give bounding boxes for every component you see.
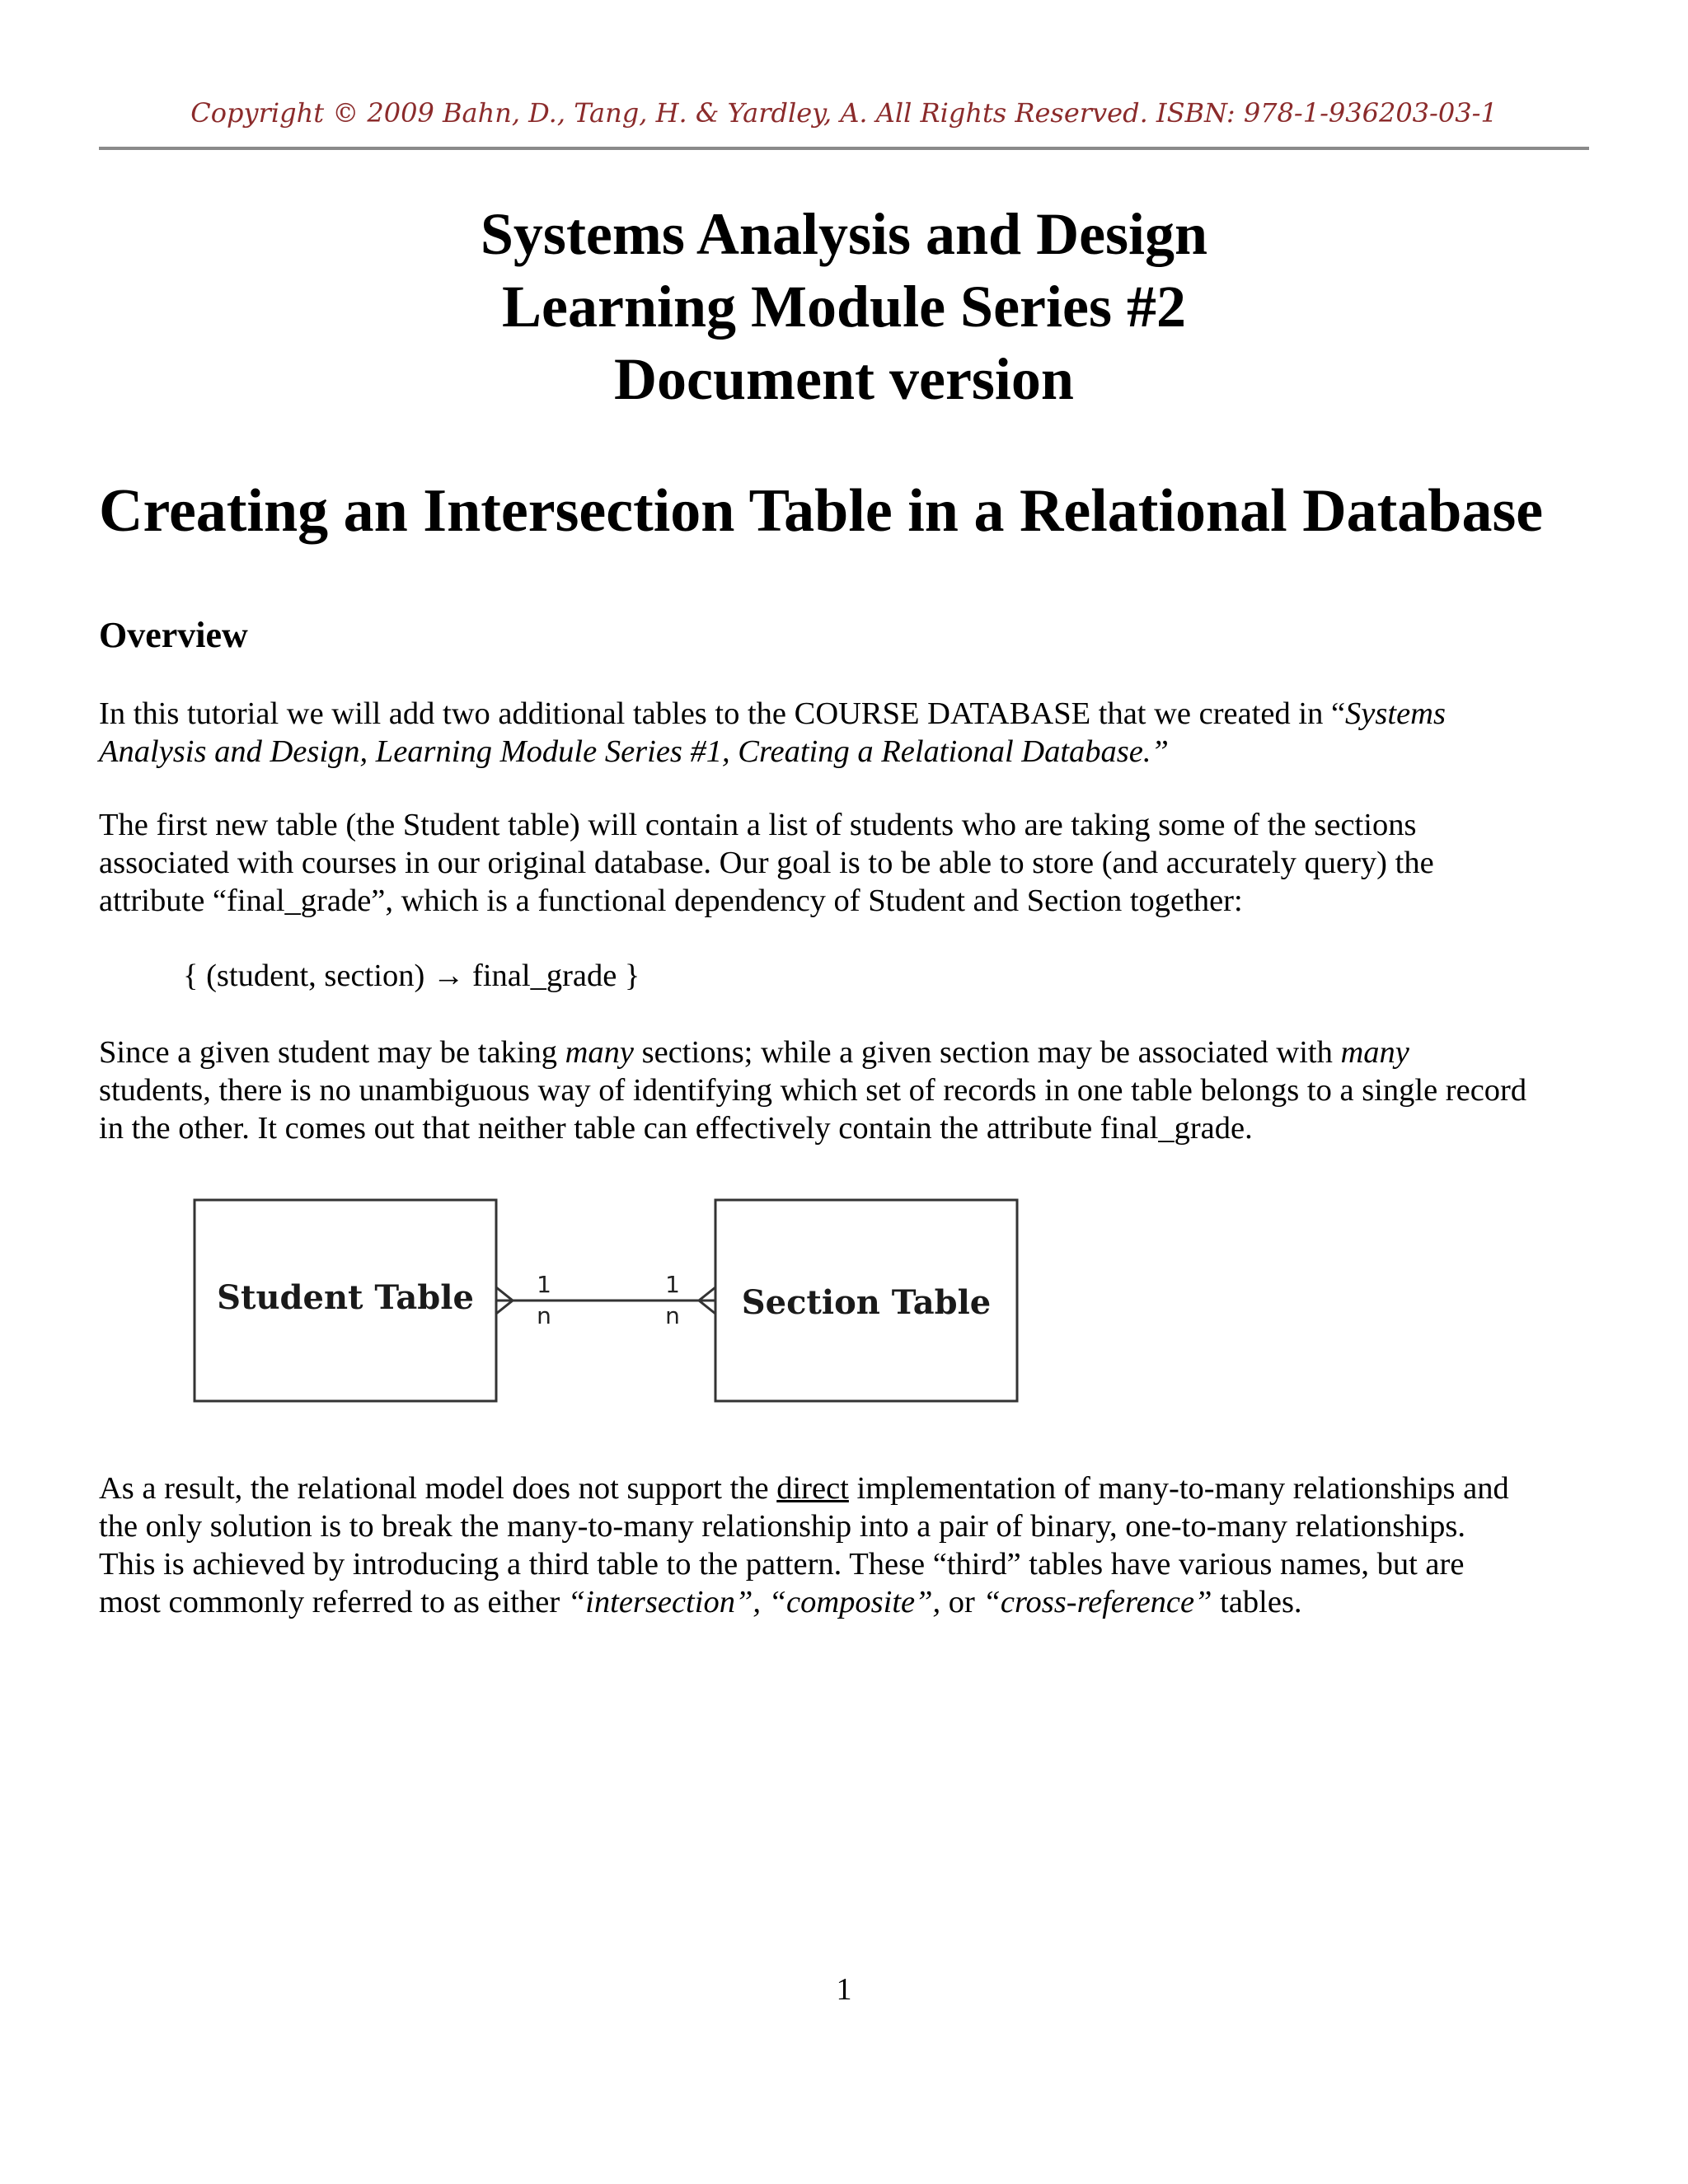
paragraph-line — [99, 1033, 1589, 1071]
paragraph-line: in the other. It comes out that neither table can effectively contain the attribute final_grade. — [99, 1111, 1253, 1146]
text-run: tables. — [1212, 1585, 1302, 1619]
series-title-line-2: Learning Module Series #2 — [502, 274, 1186, 340]
series-title-line-3: Document version — [614, 346, 1074, 412]
functional-dependency-formula: { (student, section) → final_grade } — [183, 958, 640, 993]
page-number: 1 — [836, 1972, 852, 2007]
text-run: sections; while a given section may be associated with — [634, 1035, 1341, 1070]
right-cardinality-many: n — [665, 1302, 680, 1329]
paragraph-line — [99, 695, 1589, 733]
text-run: or — [940, 1585, 983, 1619]
text-run-underline: direct — [776, 1471, 849, 1506]
paragraph-intersection-tables — [99, 1469, 1589, 1621]
student-table-label: Student Table — [217, 1278, 474, 1317]
left-cardinality-one: 1 — [537, 1271, 551, 1298]
paragraph-many-to-many — [99, 1033, 1589, 1147]
paragraph-line: This is achieved by introducing a third table to the pattern. These “third” tables have various names, but are — [99, 1547, 1465, 1582]
left-cardinality-many: n — [537, 1302, 551, 1329]
copyright-header: Copyright © 2009 Bahn, D., Tang, H. & Yardley, A. All Rights Reserved. ISBN: 978-1-936203-03-1 — [190, 97, 1498, 129]
text-run-italic: Systems — [1345, 696, 1446, 731]
text-run-italic: many — [565, 1035, 635, 1070]
paragraph-line: students, there is no unambiguous way of identifying which set of records in one table belongs to a single record — [99, 1073, 1527, 1108]
text-run: implementation of many-to-many relationships and — [848, 1471, 1509, 1506]
paragraph-line: associated with courses in our original database. Our goal is to be able to store (and accurately query) the — [99, 846, 1434, 880]
series-title-line-1: Systems Analysis and Design — [480, 201, 1208, 267]
paragraph-line — [99, 1469, 1589, 1507]
paragraph-line: attribute “final_grade”, which is a functional dependency of Student and Section together: — [99, 883, 1243, 918]
right-cardinality-one: 1 — [665, 1271, 680, 1298]
text-run: In this tutorial we will add two additional tables to the COURSE DATABASE that we created in “ — [99, 696, 1346, 731]
paragraph-line: the only solution is to break the many-to-many relationship into a pair of binary, one-to-many relationships. — [99, 1509, 1465, 1544]
text-run: As a result, the relational model does not support the — [99, 1471, 777, 1506]
overview-heading: Overview — [99, 615, 248, 655]
section-table-label: Section Table — [741, 1283, 992, 1322]
paragraph-line: The first new table (the Student table) will contain a list of students who are taking some of the sections — [99, 808, 1417, 842]
series-title — [99, 198, 1589, 415]
text-run-italic: many — [1340, 1035, 1409, 1070]
paragraph-line: Analysis and Design, Learning Module Series #1, Creating a Relational Database.” — [99, 734, 1169, 769]
document-title: Creating an Intersection Table in a Relational Database — [99, 477, 1544, 545]
text-run: Since a given student may be taking — [99, 1035, 565, 1070]
text-run-italic: “cross-reference” — [982, 1585, 1212, 1619]
text-run-italic: “intersection”, “composite”, — [567, 1585, 941, 1619]
paragraph-student-table — [99, 806, 1589, 920]
header-divider — [99, 147, 1589, 150]
paragraph-line — [99, 1583, 1589, 1621]
text-run: most commonly referred to as either — [99, 1585, 568, 1619]
er-diagram — [190, 1195, 1030, 1409]
paragraph-intro — [99, 695, 1589, 771]
